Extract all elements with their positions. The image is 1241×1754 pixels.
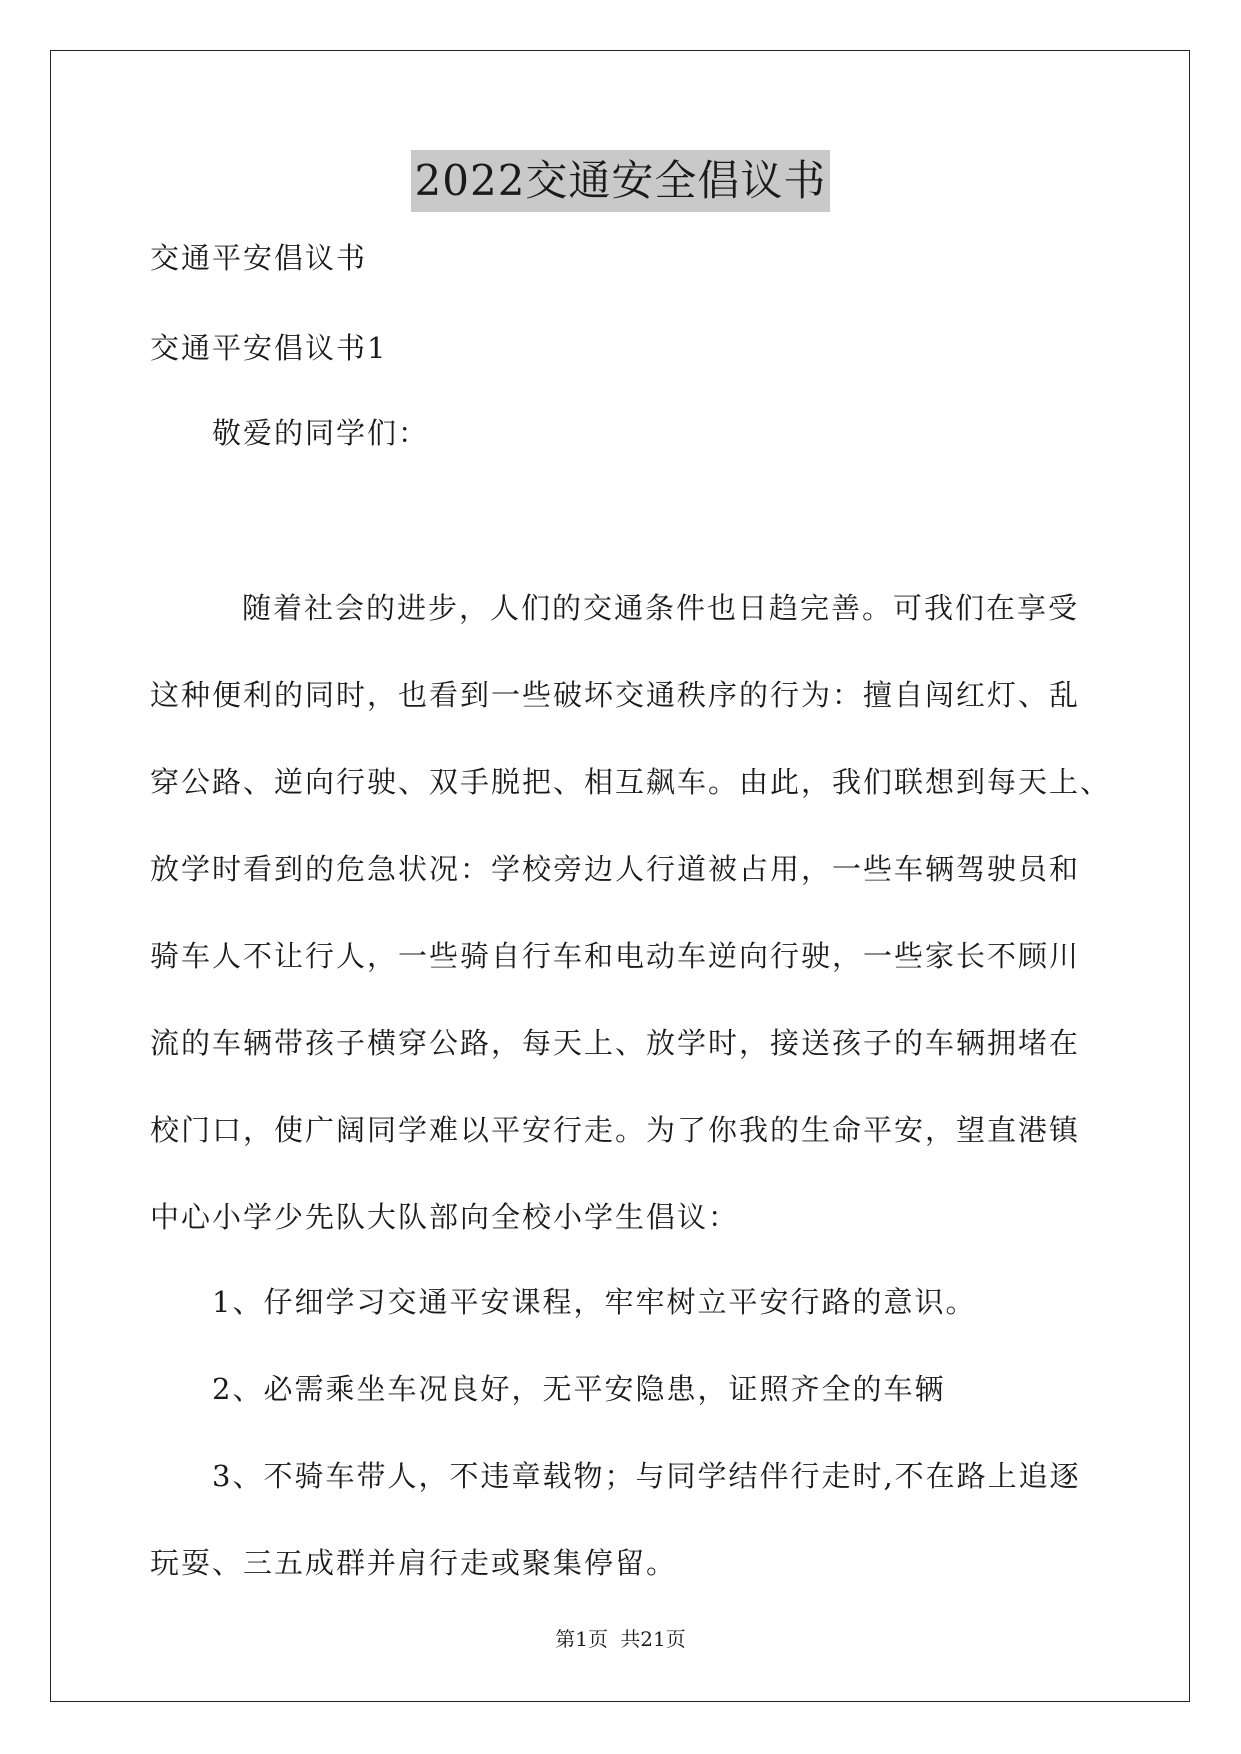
paragraph-line: 校门口，使广阔同学难以平安行走。为了你我的生命平安，望直港镇 (150, 1113, 1081, 1147)
page-total: 共21页 (620, 1627, 686, 1651)
title-area (0, 150, 1241, 212)
paragraph-line: 流的车辆带孩子横穿公路，每天上、放学时，接送孩子的车辆拥堵在 (150, 1026, 1081, 1060)
paragraph-line: 放学时看到的危急状况：学校旁边人行道被占用，一些车辆驾驶员和 (150, 852, 1081, 886)
list-item: 2、必需乘坐车况良好，无平安隐患，证照齐全的车辆 (212, 1372, 946, 1406)
paragraph-line: 穿公路、逆向行驶、双手脱把、相互飙车。由此，我们联想到每天上、 (150, 765, 1112, 799)
heading-line: 交通平安倡议书 (150, 241, 368, 275)
subheading-line: 交通平安倡议书1 (150, 331, 388, 365)
paragraph-line: 这种便利的同时，也看到一些破坏交通秩序的行为：擅自闯红灯、乱 (150, 678, 1081, 712)
page-number: 第1页 (555, 1627, 608, 1651)
paragraph-line: 中心小学少先队大队部向全校小学生倡议： (150, 1200, 740, 1234)
paragraph-line: 随着社会的进步，人们的交通条件也日趋完善。可我们在享受 (242, 591, 1080, 625)
page-footer (0, 1626, 1241, 1652)
list-item: 1、仔细学习交通平安课程，牢牢树立平安行路的意识。 (212, 1285, 977, 1319)
paragraph-line: 骑车人不让行人，一些骑自行车和电动车逆向行驶，一些家长不顾川 (150, 939, 1081, 973)
salutation: 敬爱的同学们： (212, 416, 430, 450)
list-item-continuation: 玩耍、三五成群并肩行走或聚集停留。 (150, 1546, 678, 1580)
list-item: 3、不骑车带人，不违章载物；与同学结伴行走时,不在路上追逐 (212, 1459, 1081, 1493)
document-title: 2022交通安全倡议书 (411, 150, 831, 212)
